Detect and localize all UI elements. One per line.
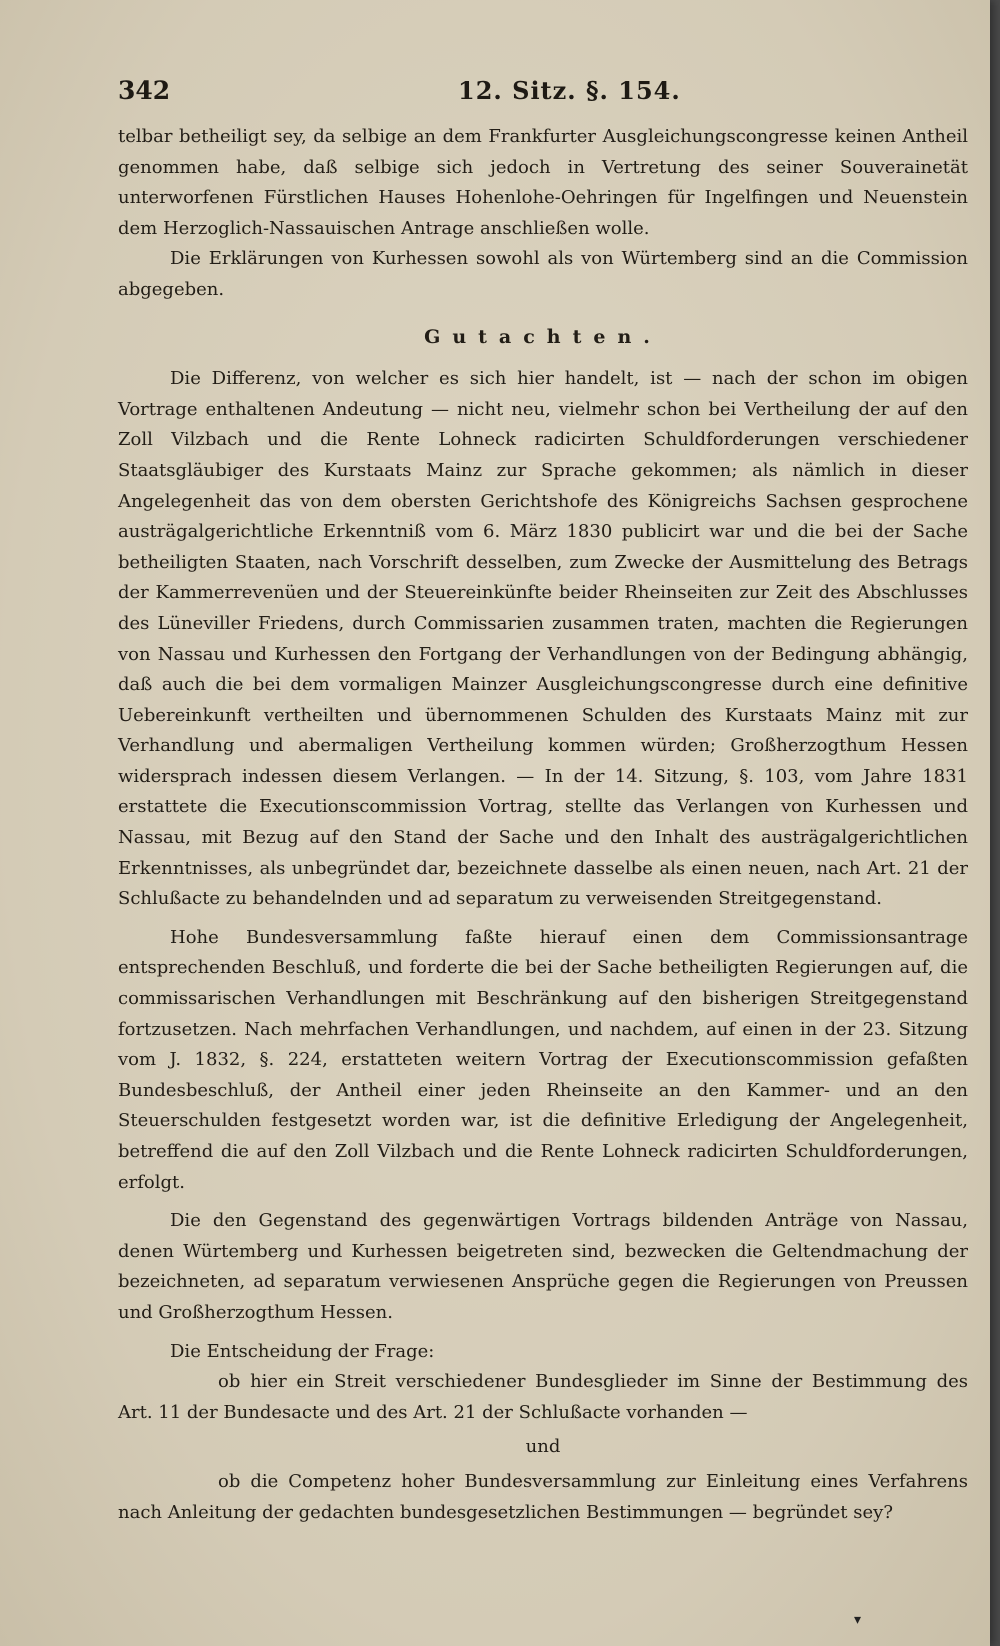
- print-mark: ▾: [854, 1612, 862, 1628]
- question-item: ob die Competenz hoher Bundesversammlung zur Einleitung eines Verfahrens nach Anleitung der gedachten bundesgesetzlichen Bestimmungen — begründet sey?: [118, 1470, 968, 1523]
- paragraph: Die den Gegenstand des gegenwärtigen Vortrags bildenden Anträge von Nassau, denen Würtemberg und Kurhessen beigetreten sind, bezwecken die Geltendmachung der bezeichneten, ad separatum verwiesenen Ansprüche gegen die Regierungen von Preussen und Großherzogthum Hessen.: [118, 1210, 968, 1323]
- page-number: 342: [118, 76, 171, 105]
- conjunction: und: [525, 1436, 561, 1458]
- paragraph: Die Erklärungen von Kurhessen sowohl als von Würtemberg sind an die Commission abgegeben.: [118, 248, 968, 300]
- paragraph: Die Entscheidung der Frage:: [170, 1340, 435, 1362]
- running-head: 12. Sitz. §. 154.: [458, 76, 681, 105]
- paragraph: Die Differenz, von welcher es sich hier handelt, ist — nach der schon im obigen Vortrage enthaltenen Andeutung — nicht neu, vielmehr schon bei Vertheilung der auf den Zoll Vilzbach und die Rente Lohneck radicirten Schuldforderungen verschiedener Staatsgläubiger des Kurstaats Mainz zur Sprache gekommen; als nämlich in dieser Angelegenheit das von dem obersten Gerichtshofe des Königreichs Sachsen gesprochene austrägalgerichtliche Erkenntniß vom 6. März 1830 publicirt war und die bei der Sache betheiligten Staaten, nach Vorschrift desselben, zum Zwecke der Ausmittelung des Betrags der Kammerrevenüen und der Steuereinkünfte beider Rheinseiten zur Zeit des Abschlusses des Lüneviller Friedens, durch Commissarien zusammen traten, machten die Regierungen von Nassau und Kurhessen den Fortgang der Verhandlungen von der Bedingung abhängig, daß auch die bei dem vormaligen Mainzer Ausgleichungscongresse durch eine definitive Uebereinkunft vertheilten und übernommenen Schulden des Kurstaats Mainz mit zur Verhandlung und abermaligen Vertheilung kommen würden; Großherzogthum Hessen widersprach indessen diesem Verlangen. — In der 14. Sitzung, §. 103, vom Jahre 1831 erstattete die Executionscommission Vortrag, stellte das Verlangen von Kurhessen und Nassau, mit Bezug auf den Stand der Sache und den Inhalt des austrägalgerichtlichen Erkenntnisses, als unbegründet dar, bezeichnete dasselbe als einen neuen, nach Art. 21 der Schlußacte zu behandelnden und ad separatum zu verweisenden Streitgegenstand.: [118, 368, 968, 910]
- question-item: ob hier ein Streit verschiedener Bundesglieder im Sinne der Bestimmung des Art. 11 der Bundesacte und des Art. 21 der Schlußacte vorhanden —: [118, 1371, 968, 1423]
- paragraph: telbar betheiligt sey, da selbige an dem Frankfurter Ausgleichungscongresse keinen Antheil genommen habe, daß selbige sich jedoch in Vertretung des seiner Souverainetät unterworfenen Fürstlichen Hauses Hohenlohe-Oehringen für Ingelfingen und Neuenstein dem Herzoglich-Nassauischen Antrage anschließen wolle.: [118, 126, 968, 239]
- section-heading: Gutachten.: [424, 325, 662, 348]
- page-body: [118, 122, 968, 1528]
- paragraph: Hohe Bundesversammlung faßte hierauf einen dem Commissionsantrage entsprechenden Beschluß, und forderte die bei der Sache betheiligten Regierungen auf, die commissarischen Verhandlungen mit Beschränkung auf den bisherigen Streitgegenstand fortzusetzen. Nach mehrfachen Verhandlungen, und nachdem, auf einen in der 23. Sitzung vom J. 1832, §. 224, erstatteten weitern Vortrag der Executionscommission gefaßten Bundesbeschluß, der Antheil einer jeden Rheinseite an den Kammer- und an den Steuerschulden festgesetzt worden war, ist die definitive Erledigung der Angelegenheit, betreffend die auf den Zoll Vilzbach und die Rente Lohneck radicirten Schuldforderungen, erfolgt.: [118, 926, 968, 1193]
- page-header: [118, 72, 968, 112]
